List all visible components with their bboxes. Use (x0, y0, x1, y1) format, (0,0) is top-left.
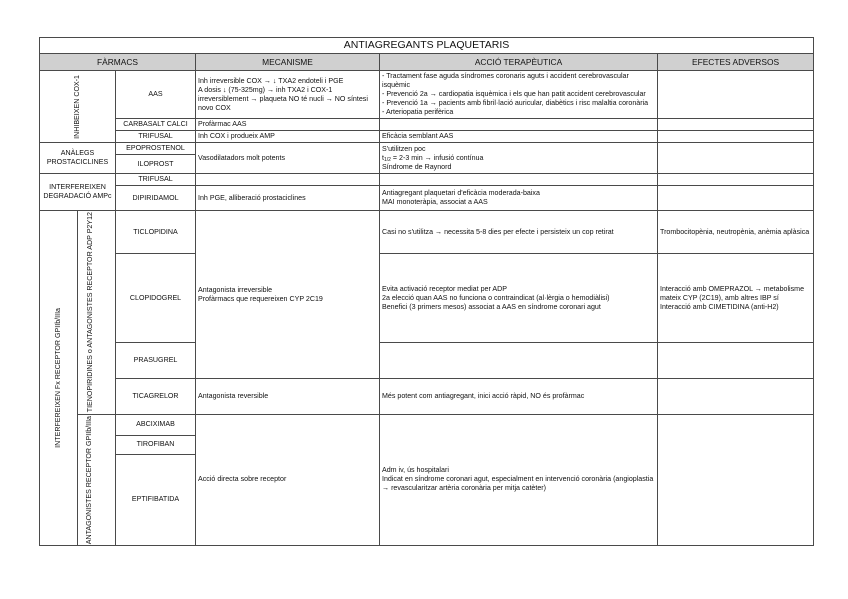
drug-trifusal: TRIFUSAL (116, 131, 196, 143)
accio-clopidogrel: Evita activació receptor mediat per ADP 2a elecció quan AAS no funciona o contraindicat (al·lèrgia o hemodiàlisi) Benefici (3 primers mesos) associat a AAS en síndrome coronari agut (380, 254, 658, 343)
table-row (40, 143, 814, 155)
drug-prasugrel: PRASUGREL (116, 343, 196, 379)
accio-prostaciclines: S'utilitzen poc $t_{1/2} = 2-3$ min → infusió contínua Síndrome de Raynord (380, 143, 658, 174)
accio-aas: - Tractament fase aguda síndromes coronaris aguts i accident cerebrovascular isquèmic - Prevenció 2a → cardiopatia isquèmica i els que han patit accident cerebrovascular - Prevenció 1a → pacients amb fibril·lació auricular, diabètics i risc malaltia coronària - Arteriopatia perifèrica (380, 71, 658, 119)
mec-carbasalt: Profàrmac AAS (196, 119, 380, 131)
antiagregants-table (39, 37, 814, 546)
table-row (40, 174, 814, 186)
table-row (40, 378, 814, 414)
accio-ticagrelor: Més potent com antiagregant, inici acció ràpid, NO és profàrmac (380, 378, 658, 414)
drug-trifusal-2: TRIFUSAL (116, 174, 196, 186)
group-tieno: TIENOPIRIDINES o ANTAGONISTES RECEPTOR ADP P2Y12 (78, 211, 116, 414)
drug-eptifibatida: EPTIFIBATIDA (116, 454, 196, 545)
table-row (40, 186, 814, 211)
header-row (40, 54, 814, 71)
table-row (40, 343, 814, 379)
drug-clopidogrel: CLOPIDOGREL (116, 254, 196, 343)
mec-tieno: Antagonista irreversible Profàrmacs que requereixen CYP 2C19 (196, 211, 380, 379)
table-title: ANTIAGREGANTS PLAQUETARIS (40, 38, 814, 54)
group-antag: ANTAGONISTES RECEPTOR GPIIb/IIIa (78, 414, 116, 545)
drug-dipiridamol: DIPIRIDAMOL (116, 186, 196, 211)
drug-iloprost: ILOPROST (116, 155, 196, 174)
table-row (40, 254, 814, 343)
drug-ticagrelor: TICAGRELOR (116, 378, 196, 414)
table-row (40, 414, 814, 435)
table-row (40, 211, 814, 254)
accio-ticlopidina: Casi no s'utilitza → necessita 5-8 dies per efecte i persisteix un cop retirat (380, 211, 658, 254)
table-row (40, 71, 814, 119)
drug-tirofiban: TIROFIBAN (116, 435, 196, 454)
efectes-ticlopidina: Trombocitopènia, neutropènia, anèmia aplàsica (658, 211, 814, 254)
accio-antag: Adm iv, ús hospitalari Indicat en síndrome coronari agut, especialment en intervenció coronària (angioplastia → revascularitzar artèria coronària per mitja catèter) (380, 414, 658, 545)
table-row (40, 131, 814, 143)
drug-aas: AAS (116, 71, 196, 119)
drug-carbasalt: CARBASALT CALCI (116, 119, 196, 131)
table-row (40, 119, 814, 131)
mec-dipiridamol: Inh PGE, alliberació prostaciclines (196, 186, 380, 211)
group-prostaciclines: ANÀLEGS PROSTACICLINES (40, 143, 116, 174)
drug-epoprostenol: EPOPROSTENOL (116, 143, 196, 155)
header-accio: ACCIÓ TERAPÈUTICA (380, 54, 658, 71)
drug-ticlopidina: TICLOPIDINA (116, 211, 196, 254)
accio-dipiridamol: Antiagregant plaquetari d'eficàcia moderada-baixa MAI monoteràpia, associat a AAS (380, 186, 658, 211)
group-ampc: INTERFEREIXEN DEGRADACIÓ AMPc (40, 174, 116, 211)
header-efectes: EFECTES ADVERSOS (658, 54, 814, 71)
group-cox1: INHIBEIXEN COX-1 (40, 71, 116, 143)
mec-antag: Acció directa sobre receptor (196, 414, 380, 545)
mec-prostaciclines: Vasodilatadors molt potents (196, 143, 380, 174)
mec-trifusal: Inh COX i produeix AMP (196, 131, 380, 143)
header-farmacs: FÀRMACS (40, 54, 196, 71)
mec-ticagrelor: Antagonista reversible (196, 378, 380, 414)
efectes-clopidogrel: Interacció amb OMEPRAZOL → metabolisme mateix CYP (2C19), amb altres IBP sí Interacció amb CIMETIDINA (anti-H2) (658, 254, 814, 343)
accio-trifusal: Eficàcia semblant AAS (380, 131, 658, 143)
header-mecanisme: MECANISME (196, 54, 380, 71)
drug-abciximab: ABCIXIMAB (116, 414, 196, 435)
group-gp: INTERFEREIXEN Fx RECEPTOR GPIIb/IIIa (40, 211, 78, 546)
mec-aas: Inh irreversible COX → ↓ TXA2 endoteli i PGE A dosis ↓ (75-325mg) → inh TXA2 i COX-1 irreversiblement → plaqueta NO té nucli → NO síntesi novo COX (196, 71, 380, 119)
